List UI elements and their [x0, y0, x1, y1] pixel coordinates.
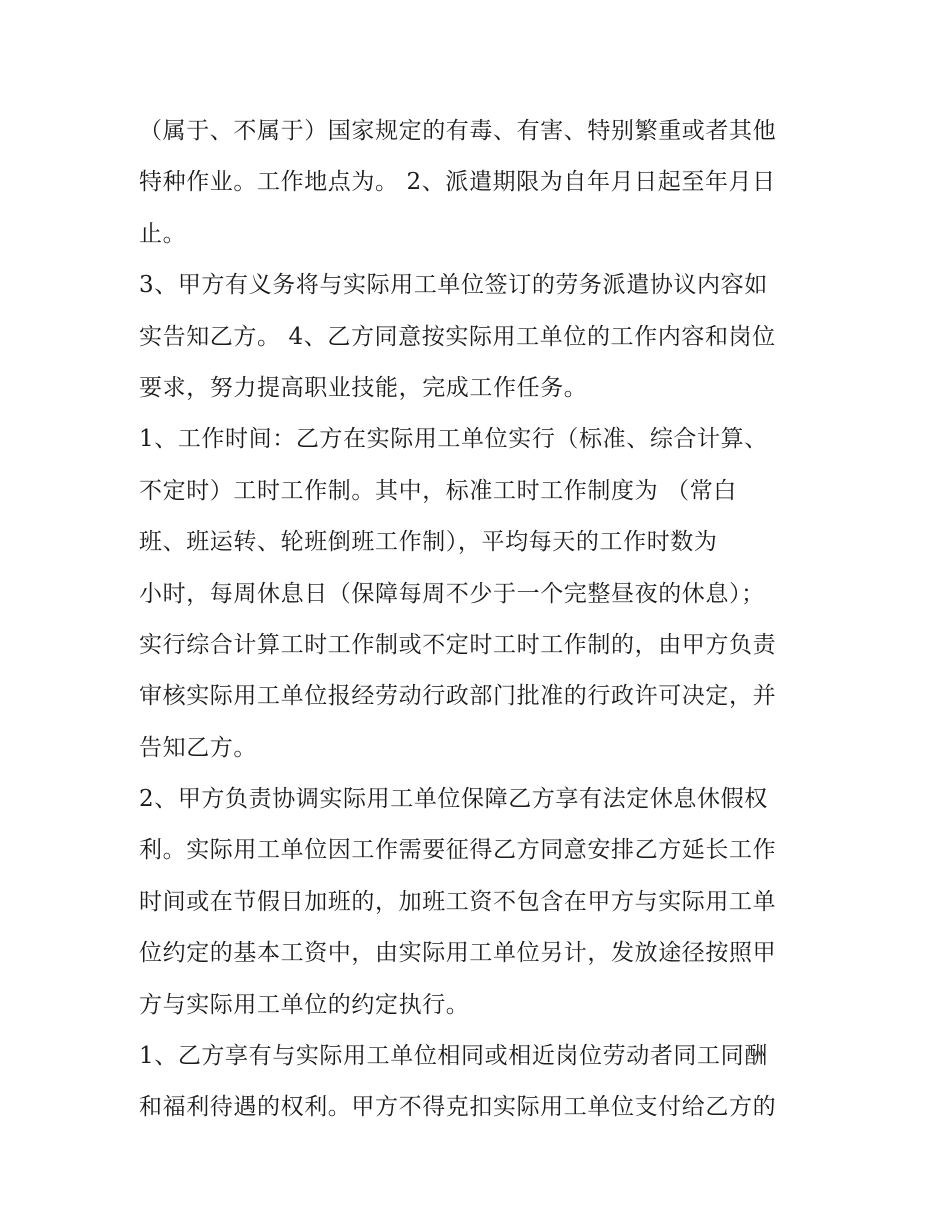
text-line: 不定时）工时工作制。其中，标准工时工作制度为 （常白: [139, 477, 737, 504]
text-line: 实行综合计算工时工作制或不定时工时工作制的，由甲方负责: [139, 631, 777, 658]
document-body: [139, 108, 819, 1136]
text-line: 1、工作时间：乙方在实际用工单位实行（标准、综合计算、: [139, 426, 768, 453]
text-line: 3、甲方有义务将与实际用工单位签订的劳务派遣协议内容如: [139, 272, 768, 299]
text-line: 实告知乙方。 4、乙方同意按实际用工单位的工作内容和岗位: [139, 323, 776, 350]
text-line: 审核实际用工单位报经劳动行政部门批准的行政许可决定，并: [139, 683, 777, 710]
text-line: 和福利待遇的权利。甲方不得克扣实际用工单位支付给乙方的: [139, 1094, 777, 1121]
text-line: 利。实际用工单位因工作需要征得乙方同意安排乙方延长工作: [139, 837, 777, 864]
text-line: 告知乙方。: [139, 734, 257, 761]
text-line: 特种作业。工作地点为。 2、派遣期限为自年月日起至年月日: [139, 169, 776, 196]
text-line: 止。: [139, 220, 187, 247]
text-line: （属于、不属于）国家规定的有毒、有害、特别繁重或者其他: [139, 118, 777, 144]
text-line: 时间或在节假日加班的，加班工资不包含在甲方与实际用工单: [139, 888, 777, 915]
text-line: 要求，努力提高职业技能，完成工作任务。: [139, 374, 588, 401]
text-line: 小时，每周休息日（保障每周不少于一个完整昼夜的休息）；: [139, 580, 765, 607]
text-line: 方与实际用工单位的约定执行。: [139, 991, 470, 1018]
text-line: 班、班运转、轮班倒班工作制），平均每天的工作时数为: [139, 529, 718, 556]
text-line: 1、乙方享有与实际用工单位相同或相近岗位劳动者同工同酬: [139, 1043, 768, 1070]
text-line: 位约定的基本工资中，由实际用工单位另计，发放途径按照甲: [139, 940, 777, 967]
text-line: 2、甲方负责协调实际用工单位保障乙方享有法定休息休假权: [139, 786, 768, 813]
